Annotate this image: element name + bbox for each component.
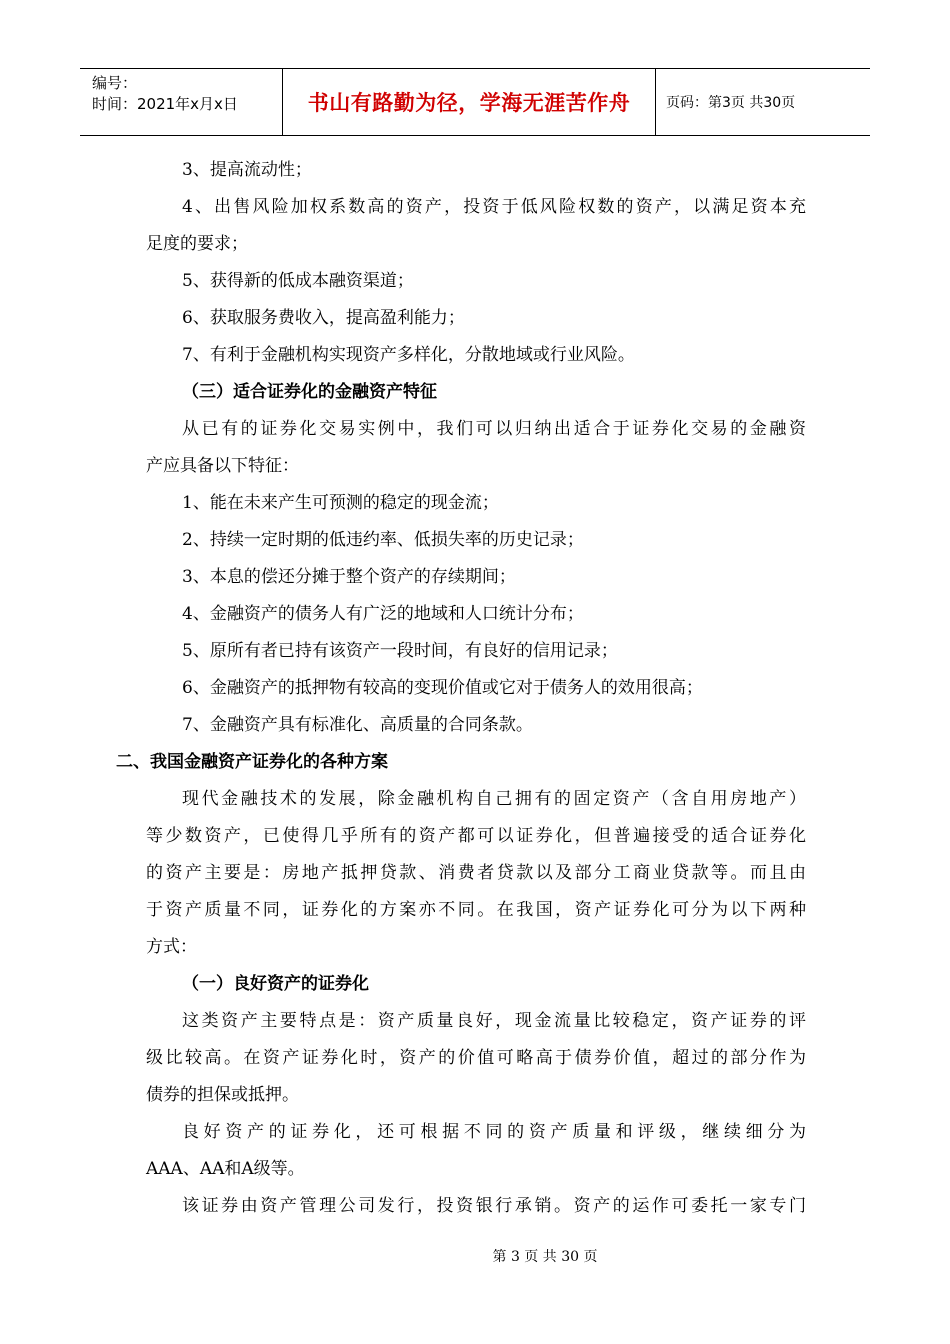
document-time-label: 时间：2021年x月x日 <box>92 95 238 113</box>
section-heading: （三）适合证券化的金融资产特征 <box>182 382 437 402</box>
header-motto: 书山有路勤为径，学海无涯苦作舟 <box>307 91 631 115</box>
header-page-cell <box>656 69 870 135</box>
list-item: 4、金融资产的债务人有广泛的地域和人口统计分布； <box>182 604 584 624</box>
paragraph-line: AAA、AA和A级等。 <box>146 1159 305 1179</box>
list-item: 7、有利于金融机构实现资产多样化，分散地域或行业风险。 <box>182 345 635 365</box>
paragraph-line: 的资产主要是：房地产抵押贷款、消费者贷款以及部分工商业贷款等。而且由 <box>146 863 806 883</box>
list-item: 7、金融资产具有标准化、高质量的合同条款。 <box>182 715 533 735</box>
paragraph-line: 这类资产主要特点是：资产质量良好，现金流量比较稳定，资产证券的评 <box>182 1011 806 1031</box>
list-item: 5、原所有者已持有该资产一段时间，有良好的信用记录； <box>182 641 618 661</box>
header-page-info: 页码：第3页 共30页 <box>666 95 796 111</box>
list-item: 6、获取服务费收入，提高盈利能力； <box>182 308 465 328</box>
paragraph-line: 于资产质量不同，证券化的方案亦不同。在我国，资产证券化可分为以下两种 <box>146 900 806 920</box>
list-item: 6、金融资产的抵押物有较高的变现价值或它对于债务人的效用很高； <box>182 678 703 698</box>
list-item: 2、持续一定时期的低违约率、低损失率的历史记录； <box>182 530 584 550</box>
paragraph-line: 方式： <box>146 937 197 957</box>
paragraph-line: 该证券由资产管理公司发行，投资银行承销。资产的运作可委托一家专门 <box>182 1196 806 1216</box>
chapter-heading: 二、我国金融资产证券化的各种方案 <box>116 752 388 772</box>
footer-page-number: 第 3 页 共 30 页 <box>492 1249 598 1265</box>
list-item: 1、能在未来产生可预测的稳定的现金流； <box>182 493 499 513</box>
document-body <box>116 152 806 1225</box>
paragraph-line: 现代金融技术的发展，除金融机构自己拥有的固定资产（含自用房地产） <box>182 789 806 809</box>
header-table <box>80 68 870 136</box>
paragraph-line: 良好资产的证券化，还可根据不同的资产质量和评级，继续细分为 <box>182 1122 806 1142</box>
document-number-label: 编号： <box>92 74 138 92</box>
list-item: 5、获得新的低成本融资渠道； <box>182 271 414 291</box>
paragraph-line: 等少数资产，已使得几乎所有的资产都可以证券化，但普遍接受的适合证券化 <box>146 826 806 846</box>
paragraph-line: 级比较高。在资产证券化时，资产的价值可略高于债券价值，超过的部分作为 <box>146 1048 806 1068</box>
paragraph-line: 债券的担保或抵押。 <box>146 1085 299 1105</box>
header-left-cell <box>80 69 282 135</box>
list-item-continued: 足度的要求； <box>146 234 248 254</box>
section-heading: （一）良好资产的证券化 <box>182 974 369 994</box>
paragraph-line: 产应具备以下特征： <box>146 456 299 476</box>
paragraph-line: 从已有的证券化交易实例中，我们可以归纳出适合于证券化交易的金融资 <box>182 419 806 439</box>
list-item: 3、提高流动性； <box>182 160 312 180</box>
header-motto-cell <box>282 69 656 135</box>
list-item: 3、本息的偿还分摊于整个资产的存续期间； <box>182 567 516 587</box>
page-footer <box>0 1246 950 1266</box>
list-item: 4、出售风险加权系数高的资产，投资于低风险权数的资产，以满足资本充 <box>182 197 806 217</box>
